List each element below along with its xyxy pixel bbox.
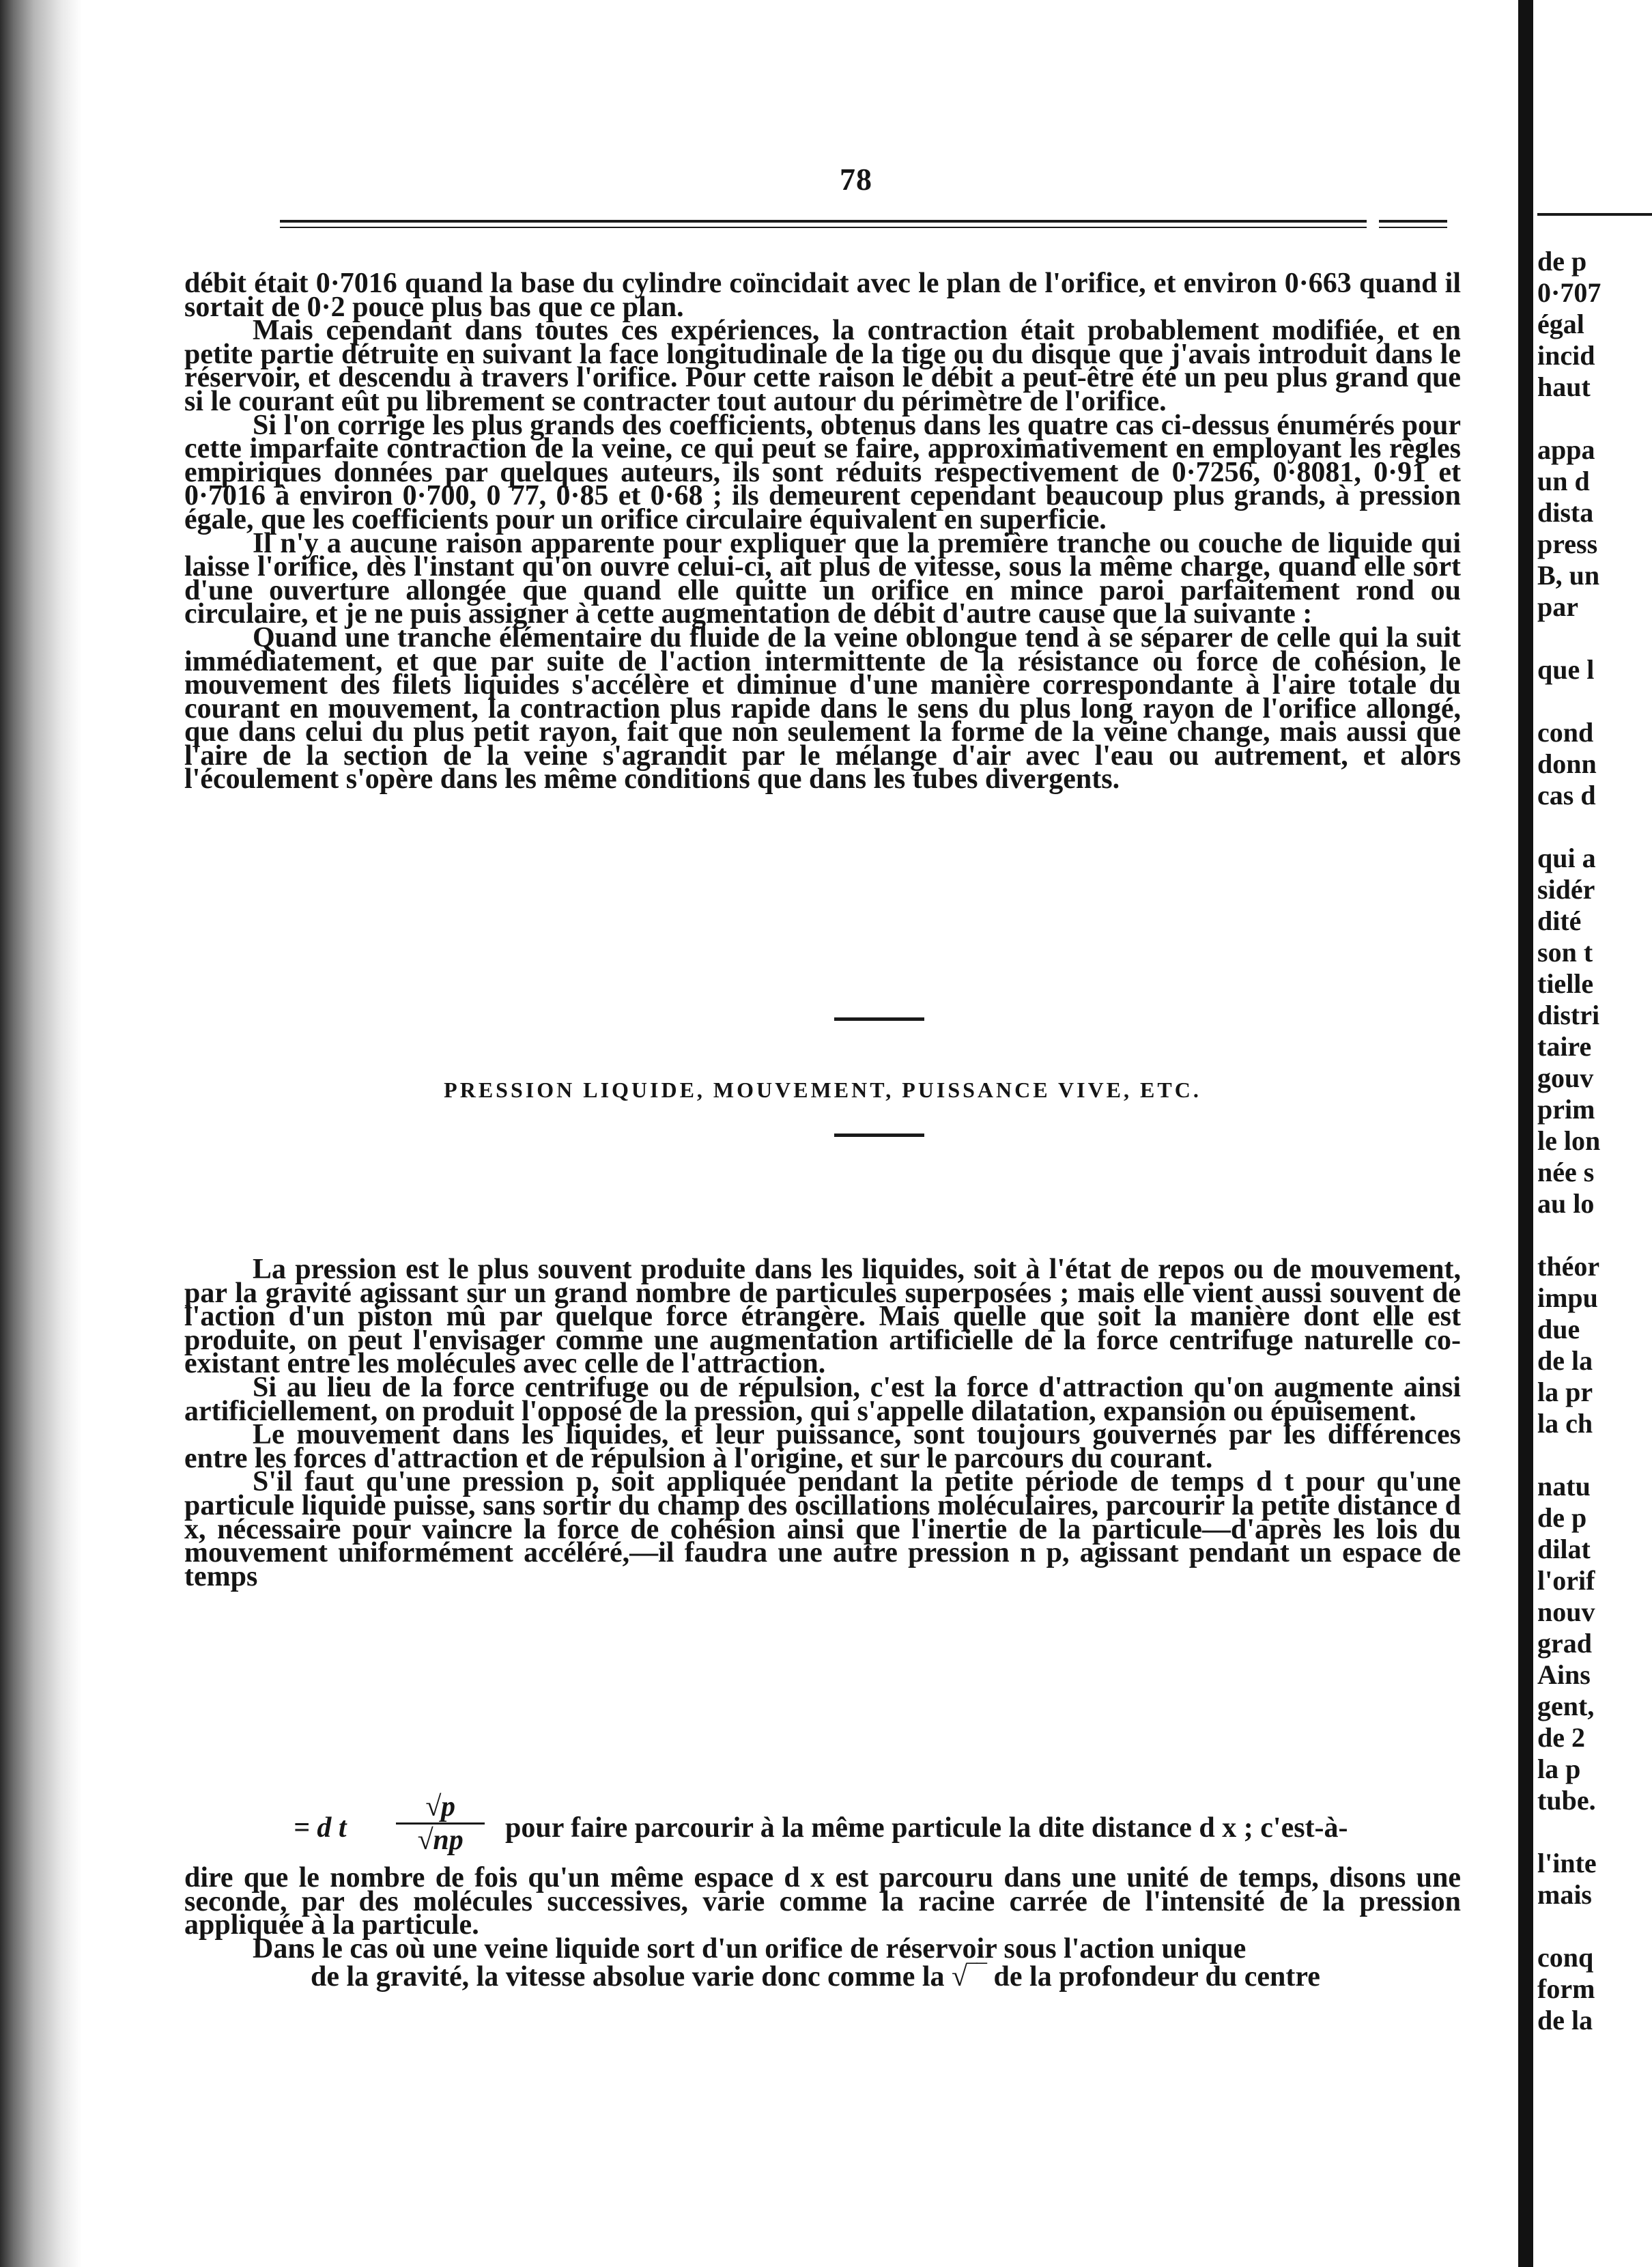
- right-page-line: appa: [1537, 434, 1595, 465]
- right-page-line: l'inte: [1537, 1848, 1597, 1878]
- right-page-line: form: [1537, 1973, 1595, 2004]
- right-page-rule: [1537, 213, 1652, 216]
- right-page-line: de 2: [1537, 1722, 1585, 1753]
- paragraph: Si l'on corrige les plus grands des coefficients, obtenus dans les quatre cas ci-dessus énumérés pour cette imparfaite contraction de la veine, ce qui peut se faire, approximativement en employant les règles empiriques données par quelques auteurs, ils sont réduits respectivement de 0·7256, 0·8081, 0·91 et 0·7016 à environ 0·700, 0 77, 0·85 et 0·68 ; ils demeurent cependant beaucoup plus grands, à pression égale, que les coefficients pour un orifice circulaire équivalent en superficie.: [184, 409, 1461, 535]
- right-page-line: haut: [1537, 371, 1591, 402]
- page-gutter: [1518, 0, 1533, 2267]
- right-page-line: l'orif: [1537, 1565, 1595, 1596]
- right-page-line: impu: [1537, 1282, 1598, 1313]
- right-page-line: tielle: [1537, 968, 1594, 999]
- right-page-line: press: [1537, 529, 1598, 559]
- right-page-line: Ains: [1537, 1659, 1591, 1690]
- right-page-line: [1537, 623, 1652, 654]
- paragraph: Quand une tranche élémentaire du fluide de la veine oblongue tend à se séparer de celle qui la suit immédiatement, et que par suite de l'action intermittente de la résistance ou force de cohésion, le mouvement des filets liquides s'accélère et diminue d'une manière correspondante à l'aire totale du courant en mouvement, la contraction plus rapide dans le sens du plus long rayon de l'orifice allongé, que dans celui du plus petit rayon, fait que non seulement la forme de la veine change, mais aussi que l'aire de la section de la veine s'agrandit par le mélange d'air avec l'eau ou autrement, et alors l'écoulement s'opère dans les même conditions que dans les tubes divergents.: [184, 621, 1461, 795]
- right-page-line: née s: [1537, 1157, 1595, 1187]
- right-page-line: un d: [1537, 466, 1590, 496]
- right-page-line: conq: [1537, 1942, 1594, 1973]
- last-line: de la gravité, la vitesse absolue varie donc comme la √‾‾ de la profondeur du centre: [311, 1961, 1320, 1993]
- right-page-line: incid: [1537, 340, 1595, 371]
- right-page-line: due: [1537, 1314, 1580, 1344]
- header-rule-right-thin: [1379, 227, 1447, 228]
- right-page-line: de p: [1537, 246, 1587, 277]
- body-section-3: [184, 1862, 1461, 1965]
- right-page-line: cas d: [1537, 780, 1596, 811]
- section-separator-bottom: [834, 1134, 924, 1137]
- right-page-line: la p: [1537, 1754, 1581, 1784]
- formula-text: pour faire parcourir à la même particule la dite distance d x ; c'est-à-: [505, 1812, 1348, 1844]
- right-page-line: dilat: [1537, 1534, 1591, 1564]
- right-page-line: [1537, 403, 1652, 434]
- right-page-line: son t: [1537, 937, 1593, 968]
- right-page-fragments: [1537, 246, 1652, 2036]
- right-page-line: égal: [1537, 309, 1584, 339]
- formula-numerator: √p: [396, 1791, 485, 1825]
- right-page-line: la pr: [1537, 1377, 1593, 1407]
- right-page-line: distri: [1537, 1000, 1600, 1030]
- right-page-line: de la: [1537, 2005, 1593, 2036]
- paragraph: Il n'y a aucune raison apparente pour expliquer que la première tranche ou couche de liquide qui laisse l'orifice, dès l'instant qu'on ouvre celui-ci, ait plus de vitesse, sous la même charge, quand elle sort d'une ouverture allongée que quand elle quitte un orifice en mince paroi parfaitement rond ou circulaire, et je ne puis assigner à cette augmentation de débit d'autre cause que la suivante :: [184, 527, 1461, 630]
- right-page-line: [1537, 1911, 1652, 1942]
- right-page-line: de la: [1537, 1345, 1593, 1376]
- formula-denominator: √np: [417, 1825, 464, 1856]
- section-separator-top: [834, 1017, 924, 1021]
- right-page-line: gent,: [1537, 1691, 1595, 1721]
- right-page-line: [1537, 1439, 1652, 1471]
- right-page-line: [1537, 811, 1652, 843]
- header-rule-right: [1379, 220, 1447, 223]
- paragraph: dire que le nombre de fois qu'un même espace d x est parcouru dans une unité de temps, disons une seconde, par des molécules successives, varie comme la racine carrée de l'intensité de la pression appliquée à la particule.: [184, 1862, 1461, 1941]
- right-page-line: [1537, 1220, 1652, 1251]
- right-page-line: taire: [1537, 1031, 1592, 1062]
- right-page-line: gouv: [1537, 1062, 1594, 1093]
- page-shadow-edge: [0, 0, 82, 2267]
- section-heading: PRESSION LIQUIDE, MOUVEMENT, PUISSANCE VIVE, ETC.: [444, 1078, 1201, 1102]
- right-page-line: nouv: [1537, 1596, 1595, 1627]
- body-section-1: [184, 268, 1461, 795]
- page-number: 78: [840, 162, 872, 197]
- right-page-line: sidér: [1537, 874, 1595, 905]
- paragraph: Dans le cas où une veine liquide sort d'un orifice de réservoir sous l'action unique: [253, 1932, 1247, 1965]
- right-page-line: natu: [1537, 1471, 1591, 1502]
- right-page-line: de p: [1537, 1502, 1587, 1533]
- right-page-line: mais: [1537, 1879, 1592, 1910]
- paragraph: Si au lieu de la force centrifuge ou de répulsion, c'est la force d'attraction qu'on augmente ainsi artificiellement, on produit l'opposé de la pression, qui s'appelle dilatation, expansion ou épuisement.: [184, 1371, 1461, 1427]
- header-rule-thin: [280, 227, 1367, 228]
- right-page-line: par: [1537, 591, 1578, 622]
- right-page-line: dista: [1537, 497, 1594, 528]
- right-page-line: au lo: [1537, 1188, 1595, 1219]
- right-page-line: grad: [1537, 1628, 1592, 1659]
- right-page-line: 0·707: [1537, 277, 1601, 308]
- right-page-line: le lon: [1537, 1125, 1601, 1156]
- right-page-line: [1537, 1816, 1652, 1848]
- right-page-line: cond: [1537, 717, 1594, 748]
- right-page-line: B, un: [1537, 560, 1600, 591]
- paragraph: S'il faut qu'une pression p, soit appliquée pendant la petite période de temps d t pour qu'une particule liquide puisse, sans sortir du champ des oscillations moléculaires, parcourir la petite distance d x, nécessaire pour vaincre la force de cohésion ainsi que l'inertie de la particule—d'après les lois du mouvement uniformément accéléré,—il faudra une autre pression n p, agissant pendant un espace de temps: [184, 1466, 1461, 1592]
- right-page-line: prim: [1537, 1094, 1595, 1125]
- body-section-2: [184, 1254, 1461, 1592]
- right-page-line: dité: [1537, 905, 1582, 936]
- right-page-line: la ch: [1537, 1408, 1593, 1439]
- paragraph: débit était 0·7016 quand la base du cylindre coïncidait avec le plan de l'orifice, et environ 0·663 quand il sortait de 0·2 pouce plus bas que ce plan.: [184, 268, 1461, 323]
- right-page-line: que l: [1537, 654, 1595, 685]
- paragraph: La pression est le plus souvent produite dans les liquides, soit à l'état de repos ou de mouvement, par la gravité agissant sur un grand nombre de particules superposées ; mais elle vient aussi souvent de l'action d'un piston mû par quelque force étrangère. Mais quelle que soit la manière dont elle est produite, on peut l'envisager comme une augmentation artificielle de la force centrifuge naturelle co-existant entre les molécules avec celle de l'attraction.: [184, 1254, 1461, 1380]
- right-page-line: théor: [1537, 1251, 1600, 1282]
- formula: [294, 1791, 1495, 1866]
- right-page-line: qui a: [1537, 843, 1596, 873]
- right-page-line: tube.: [1537, 1785, 1596, 1816]
- formula-lhs: = d t: [294, 1812, 347, 1844]
- right-page-line: [1537, 686, 1652, 717]
- header-rule: [280, 220, 1367, 223]
- formula-fraction: [396, 1791, 485, 1856]
- paragraph: Mais cependant dans toutes ces expériences, la contraction était probablement modifiée, et en petite partie détruite en suivant la face longitudinale de la tige ou du disque que j'avais introduit dans le réservoir, et descendu à travers l'orifice. Pour cette raison le débit a peut-être été un peu plus grand que si le courant eût pu librement se contracter tout autour du périmètre de l'orifice.: [184, 315, 1461, 417]
- right-page-line: donn: [1537, 748, 1597, 779]
- paragraph: Le mouvement dans les liquides, et leur puissance, sont toujours gouvernés par les différences entre les forces d'attraction et de répulsion à l'origine, et sur le parcours du courant.: [184, 1419, 1461, 1474]
